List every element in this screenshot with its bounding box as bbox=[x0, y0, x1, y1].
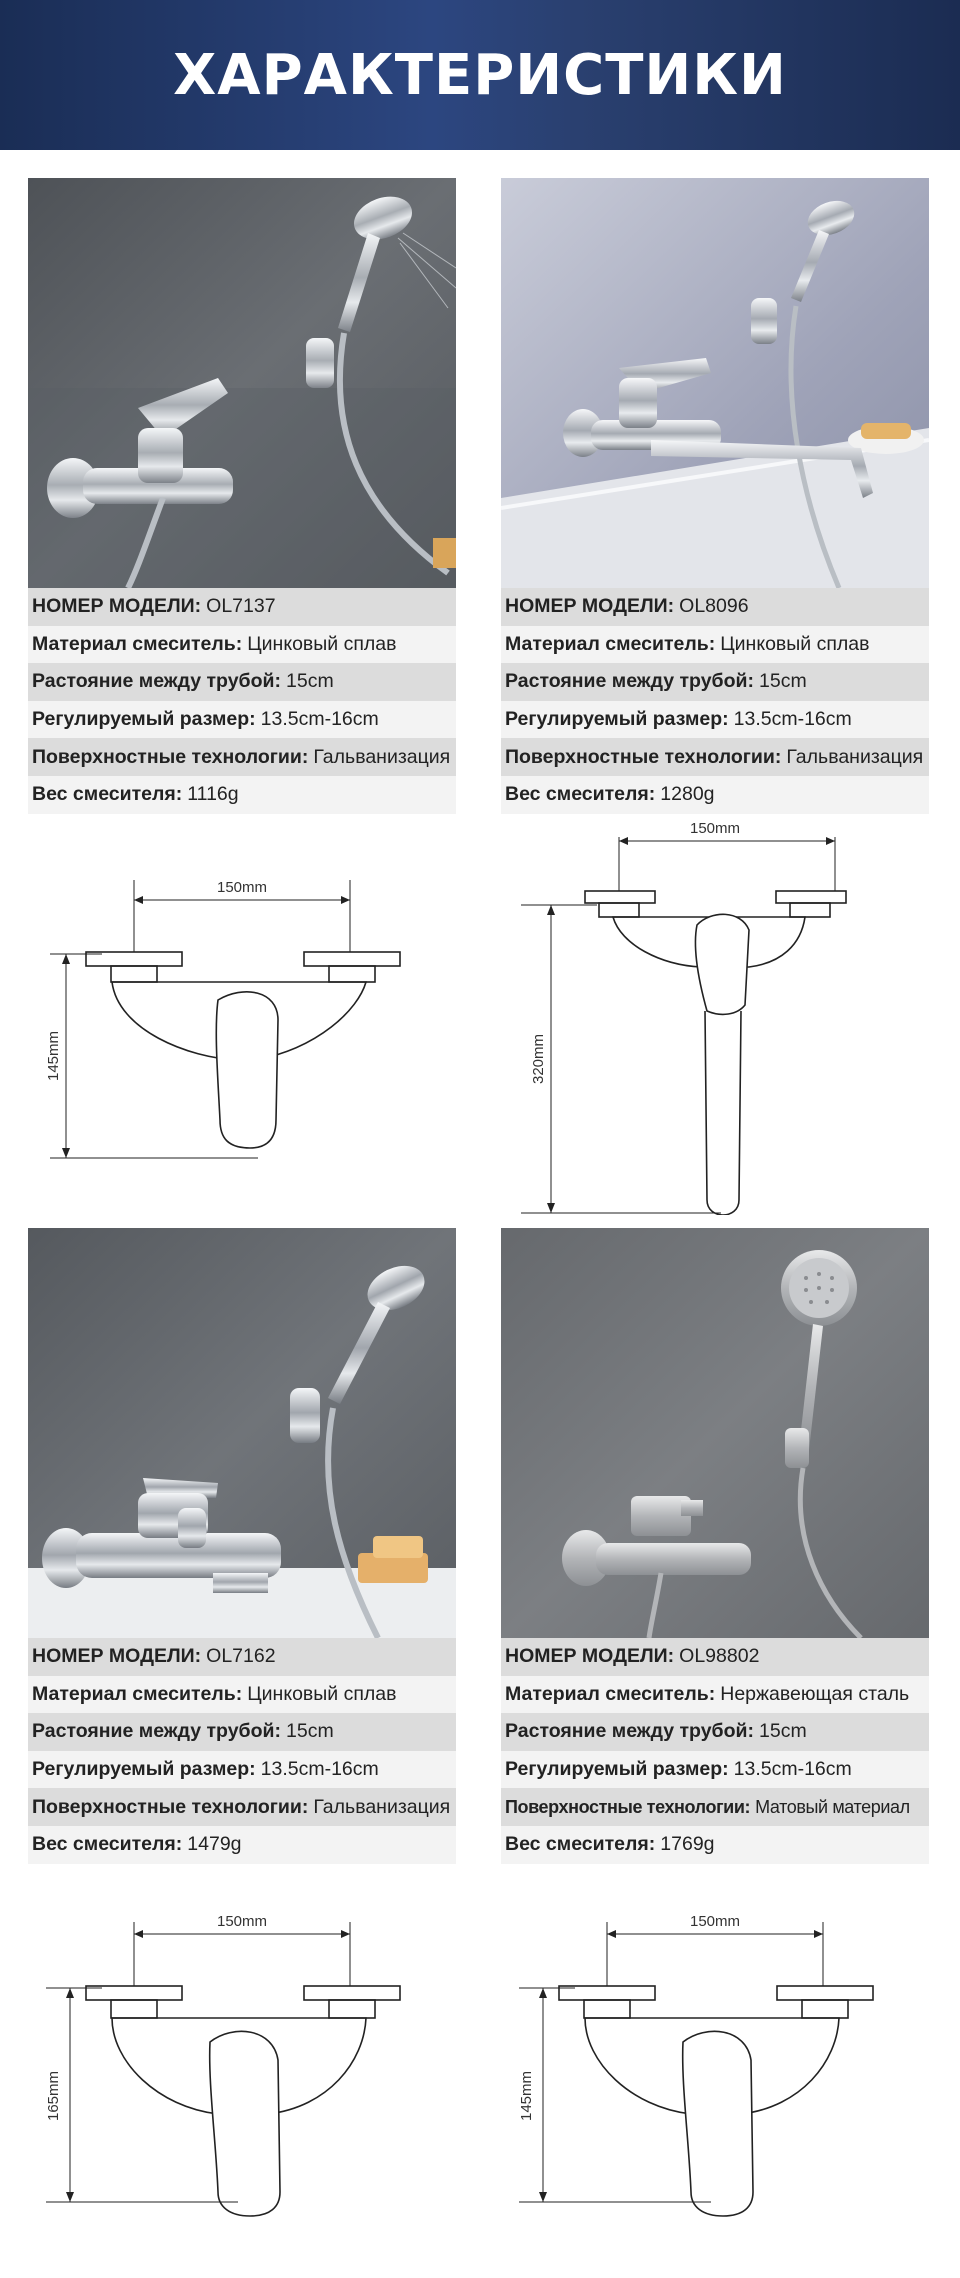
product-photo bbox=[501, 1228, 929, 1638]
product-photo bbox=[501, 178, 929, 588]
product-card-ol7137 bbox=[28, 178, 456, 814]
spec-row-weight: Вес смесителя: 1769g bbox=[501, 1826, 929, 1864]
spec-row-surface: Поверхностные технологии: Гальванизация bbox=[28, 738, 456, 776]
spec-table bbox=[28, 588, 456, 814]
spec-row-surface: Поверхностные технологии: Матовый материал bbox=[501, 1788, 929, 1826]
spec-row-model: НОМЕР МОДЕЛИ: OL7162 bbox=[28, 1638, 456, 1676]
spec-row-adjustable-size: Регулируемый размер: 13.5cm-16cm bbox=[501, 1751, 929, 1789]
dimension-diagram-ol98802 bbox=[501, 1902, 929, 2232]
width-dimension-label: 150mm bbox=[216, 879, 268, 896]
page-title: ХАРАКТЕРИСТИКИ bbox=[173, 42, 787, 108]
spec-row-pipe-distance: Растояние между трубой: 15cm bbox=[501, 663, 929, 701]
height-dimension-label: 145mm bbox=[45, 1030, 62, 1082]
spec-row-weight: Вес смесителя: 1116g bbox=[28, 776, 456, 814]
spec-row-surface: Поверхностные технологии: Гальванизация bbox=[501, 738, 929, 776]
product-card-ol7162 bbox=[28, 1228, 456, 1864]
height-dimension-label: 145mm bbox=[518, 2070, 535, 2122]
page-header bbox=[0, 0, 960, 150]
spec-row-surface: Поверхностные технологии: Гальванизация bbox=[28, 1788, 456, 1826]
spec-table bbox=[501, 1638, 929, 1864]
product-card-ol8096 bbox=[501, 178, 929, 814]
height-dimension-label: 165mm bbox=[45, 2070, 62, 2122]
width-dimension-label: 150mm bbox=[216, 1913, 268, 1930]
height-dimension-label: 320mm bbox=[530, 1033, 547, 1085]
spec-row-material: Материал смеситель: Цинковый сплав bbox=[501, 626, 929, 664]
spec-row-material: Материал смеситель: Нержавеющая сталь bbox=[501, 1676, 929, 1714]
width-dimension-label: 150mm bbox=[689, 1913, 741, 1930]
spec-row-adjustable-size: Регулируемый размер: 13.5cm-16cm bbox=[28, 701, 456, 739]
spec-row-adjustable-size: Регулируемый размер: 13.5cm-16cm bbox=[28, 1751, 456, 1789]
dimension-diagram-ol8096 bbox=[501, 815, 929, 1215]
dimension-diagram-ol7137 bbox=[28, 870, 456, 1200]
product-card-ol98802 bbox=[501, 1228, 929, 1864]
spec-table bbox=[501, 588, 929, 814]
spec-row-weight: Вес смесителя: 1479g bbox=[28, 1826, 456, 1864]
spec-row-adjustable-size: Регулируемый размер: 13.5cm-16cm bbox=[501, 701, 929, 739]
spec-row-pipe-distance: Растояние между трубой: 15cm bbox=[501, 1713, 929, 1751]
product-photo bbox=[28, 178, 456, 588]
spec-table bbox=[28, 1638, 456, 1864]
spec-row-material: Материал смеситель: Цинковый сплав bbox=[28, 1676, 456, 1714]
width-dimension-label: 150mm bbox=[689, 820, 741, 837]
spec-row-model: НОМЕР МОДЕЛИ: OL7137 bbox=[28, 588, 456, 626]
dimension-diagram-ol7162 bbox=[28, 1902, 456, 2232]
spec-row-pipe-distance: Растояние между трубой: 15cm bbox=[28, 663, 456, 701]
spec-row-pipe-distance: Растояние между трубой: 15cm bbox=[28, 1713, 456, 1751]
spec-row-material: Материал смеситель: Цинковый сплав bbox=[28, 626, 456, 664]
spec-row-model: НОМЕР МОДЕЛИ: OL8096 bbox=[501, 588, 929, 626]
spec-row-model: НОМЕР МОДЕЛИ: OL98802 bbox=[501, 1638, 929, 1676]
spec-row-weight: Вес смесителя: 1280g bbox=[501, 776, 929, 814]
product-photo bbox=[28, 1228, 456, 1638]
